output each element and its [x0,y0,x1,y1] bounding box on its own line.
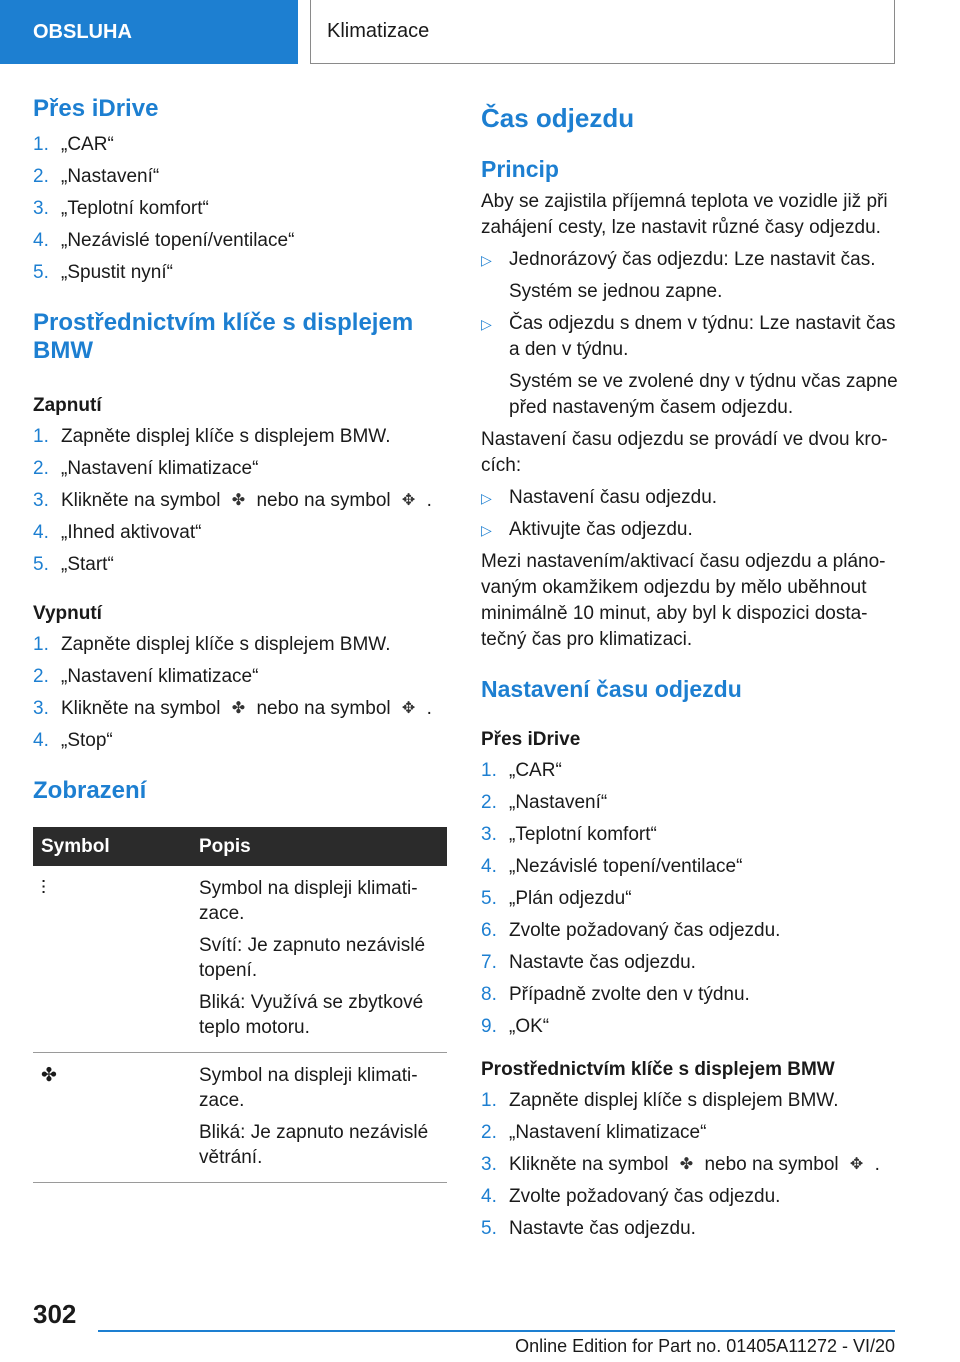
fan-icon: ✤ [679,1156,694,1173]
step-number: 1. [481,1090,497,1111]
list-item [481,947,901,979]
step-number: 1. [33,134,49,155]
step-text: Zvolte požadovaný čas odjezdu. [509,1186,781,1208]
step-number: 3. [33,490,49,511]
list-item [481,1117,901,1149]
step-number: 9. [481,1016,497,1037]
list-item [33,549,447,581]
step-number: 5. [33,262,49,283]
step-text: nebo na symbol [256,490,391,512]
footer-edition: Online Edition for Part no. 01405A11272 - VI/20 [515,1336,895,1356]
step-number: 4. [33,522,49,544]
step-text: „Plán odjezdu“ [509,888,632,909]
table-header-symbol: Symbol [33,827,191,866]
step-text: „Nezávislé topení/ventilace“ [61,230,295,251]
list-item [481,755,901,787]
table-row [33,1053,447,1183]
triangle-bullet-icon: ▷ [481,490,492,506]
idrive-steps [33,129,447,289]
symbol-cell [33,866,191,1053]
step-number: 2. [33,458,49,479]
fan-heat-icon: ✥ [401,700,416,718]
list-item [481,1213,901,1245]
list-item [33,421,447,453]
symbol-cell [33,1053,191,1183]
step-text: Zvolte požadovaný čas odjezdu. [509,920,781,941]
list-item [33,129,447,161]
step-number: 8. [481,984,497,1005]
key-heading: Prostřednictvím klíče s displejem BMW [33,309,414,364]
step-text: . [874,1154,880,1176]
triangle-bullet-icon: ▷ [481,316,492,332]
step-number: 3. [33,198,49,219]
description-line: Symbol na displeji klimati-zace. [199,1065,418,1112]
step-text: „Nastavení“ [509,792,608,813]
fan-icon: ✤ [41,1065,57,1087]
on-heading: Zapnutí [33,395,102,416]
step-number: 4. [33,730,49,752]
step-text: „OK“ [509,1016,550,1037]
step-number: 6. [481,920,497,941]
setting-heading: Nastavení času odjezdu [481,676,742,702]
list-item [481,1011,901,1043]
list-item [33,225,447,257]
step-number: 5. [33,554,49,576]
step-number: 7. [481,952,497,973]
principle-text: Aby se zajistila příjemná teplota ve vozidle již při zahájení cesty, lze nastavit různé časy odjezdu. [481,191,888,238]
r-idrive-steps [481,755,901,1043]
step-text: „Spustit nyní“ [61,262,173,283]
step-number: 3. [33,698,49,720]
off-steps [33,629,447,757]
principle-list [481,247,901,421]
step-number: 5. [481,888,497,909]
off-heading: Vypnutí [33,603,102,625]
step-number: 1. [33,426,49,447]
step-number: 3. [481,824,497,845]
list-item [33,661,447,693]
step-text: Zapněte displej klíče s displejem BMW. [61,634,391,656]
step-text: „CAR“ [61,134,114,155]
step-number: 4. [481,856,497,877]
description-cell [191,1053,447,1183]
step-text: Nastavte čas odjezdu. [509,952,696,973]
step-text: „Nastavení“ [61,166,160,187]
list-item [481,247,901,305]
step-text: „Teplotní komfort“ [61,198,209,219]
step-text: „Nastavení klimatizace“ [509,1122,707,1143]
description-line: Symbol na displeji klimati-zace. [199,878,418,925]
chapter-label: Klimatizace [310,0,895,64]
triangle-bullet-icon: ▷ [481,252,492,268]
step-text: „Nezávislé topení/ventilace“ [509,856,743,877]
step-text: „Nastavení klimatizace“ [61,458,259,479]
step-text: Klikněte na symbol [61,490,221,512]
step-number: 4. [481,1186,497,1208]
step-text: Nastavte čas odjezdu. [509,1218,696,1240]
two-step-list [481,485,901,543]
section-label: OBSLUHA [0,0,298,64]
r-key-steps [481,1085,901,1245]
heating-icon: ⫶ [41,878,46,900]
step-text: Zapněte displej klíče s displejem BMW. [509,1090,839,1111]
bullet-subtext: Systém se jednou zapne. [509,281,723,302]
on-steps [33,421,447,581]
triangle-bullet-icon: ▷ [481,522,492,538]
table-row [33,866,447,1053]
table-header-description: Popis [191,827,447,866]
list-item [33,629,447,661]
right-column [481,95,901,1245]
list-item [33,485,447,517]
bullet-text: Aktivujte čas odjezdu. [509,519,693,540]
step-number: 1. [33,634,49,656]
display-heading: Zobrazení [33,777,147,805]
step-number: 2. [481,792,497,813]
step-number: 2. [33,666,49,688]
step-text: nebo na symbol [704,1154,839,1176]
principle-heading: Princip [481,156,559,182]
list-item [481,1149,901,1181]
list-item [481,915,901,947]
r-key-heading: Prostřednictvím klíče s displejem BMW [481,1059,835,1080]
bullet-text: Jednorázový čas odjezdu: Lze nastavit čas. [509,249,876,270]
list-item [481,1181,901,1213]
bullet-subtext: Systém se ve zvolené dny v týdnu včas zapne před nastaveným časem odjezdu. [509,371,898,418]
gap-text: Mezi nastavením/aktivací času odjezdu a pláno-vaným okamžikem odjezdu by mělo uběhnout minimálně 10 minut, aby byl k dispozici dosta-tečný čas pro klimatizaci. [481,551,886,650]
idrive-heading: Přes iDrive [33,95,159,122]
step-number: 2. [481,1122,497,1143]
list-item [481,883,901,915]
list-item [481,1085,901,1117]
r-idrive-heading: Přes iDrive [481,729,581,750]
step-number: 3. [481,1154,497,1175]
step-text: „Stop“ [61,730,113,752]
departure-heading: Čas odjezdu [481,103,635,133]
list-item [481,819,901,851]
description-line: Svítí: Je zapnuto nezávislé topení. [199,935,426,982]
step-text: Zapněte displej klíče s displejem BMW. [61,426,391,447]
bullet-text: Nastavení času odjezdu. [509,487,718,508]
step-text: . [426,698,432,720]
step-text: Případně zvolte den v týdnu. [509,984,750,1005]
step-text: nebo na symbol [256,698,391,720]
bullet-text: Čas odjezdu s dnem v týdnu: Lze nastavit čas a den v týdnu. [509,313,896,360]
fan-heat-icon: ✥ [849,1156,864,1173]
description-line: Bliká: Je zapnuto nezávislé větrání. [199,1122,429,1169]
list-item [33,453,447,485]
step-number: 2. [33,166,49,187]
step-text: „CAR“ [509,760,562,781]
list-item [481,851,901,883]
list-item [481,311,901,421]
list-item [481,979,901,1011]
list-item [481,517,901,543]
step-number: 5. [481,1218,497,1240]
step-number: 4. [33,230,49,251]
step-text: „Ihned aktivovat“ [61,522,202,544]
list-item [33,193,447,225]
description-line: Bliká: Využívá se zbytkové teplo motoru. [199,992,424,1039]
symbol-table [33,827,447,1183]
fan-icon: ✤ [231,492,246,509]
list-item [481,787,901,819]
page-header [0,0,960,64]
list-item [33,161,447,193]
list-item [33,693,447,725]
step-text: Klikněte na symbol [61,698,221,720]
step-text: Klikněte na symbol [509,1154,669,1176]
list-item [33,517,447,549]
step-text: „Teplotní komfort“ [509,824,657,845]
list-item [481,485,901,511]
two-step-text: Nastavení času odjezdu se provádí ve dvou kro-cích: [481,429,888,476]
step-text: . [426,490,432,512]
step-number: 1. [481,760,497,781]
description-cell [191,866,447,1053]
page-number: 302 [33,1299,77,1329]
list-item [33,257,447,289]
step-text: „Start“ [61,554,114,576]
footer-divider [98,1330,895,1332]
list-item [33,725,447,757]
fan-icon: ✤ [231,700,246,718]
fan-heat-icon: ✥ [401,492,416,509]
step-text: „Nastavení klimatizace“ [61,666,259,688]
left-column [33,95,447,1183]
